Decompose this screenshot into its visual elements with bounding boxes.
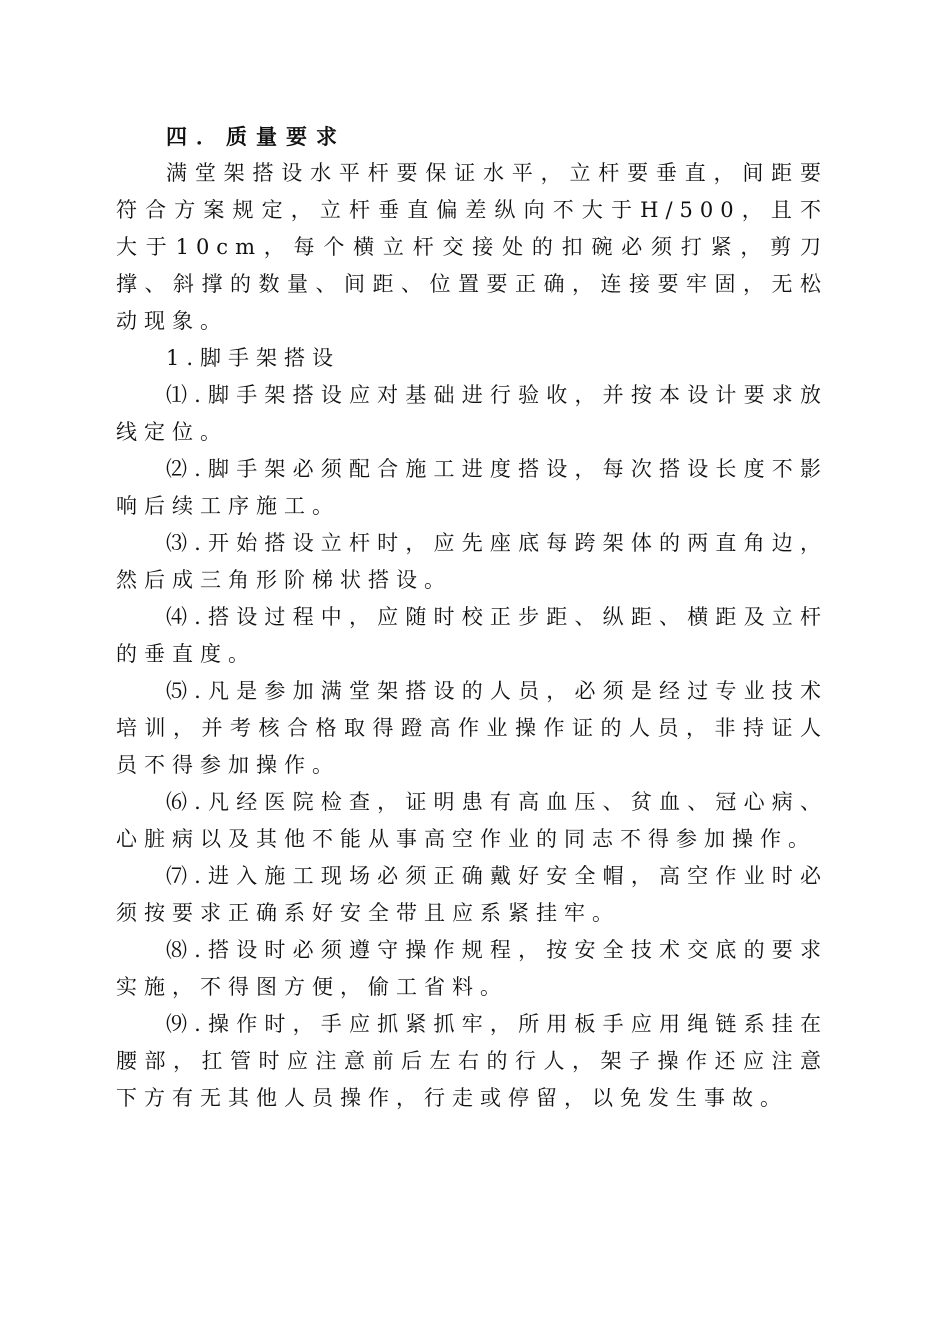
- intro-paragraph: 满堂架搭设水平杆要保证水平，立杆要垂直，间距要符合方案规定，立杆垂直偏差纵向不大于H/500，且不大于10cm，每个横立杆交接处的扣碗必须打紧，剪刀撑、斜撑的数量、间距、位置要正确，连接要牢固，无松动现象。: [116, 161, 828, 333]
- list-item: ⑶.开始搭设立杆时，应先座底每跨架体的两直角边，然后成三角形阶梯状搭设。: [116, 531, 828, 592]
- subsection-heading: 1.脚手架搭设: [166, 346, 341, 370]
- list-item: ⑹.凡经医院检查，证明患有高血压、贫血、冠心病、心脏病以及其他不能从事高空作业的同志不得参加操作。: [116, 790, 828, 851]
- list-item: ⑷.搭设过程中，应随时校正步距、纵距、横距及立杆的垂直度。: [116, 605, 828, 666]
- document-body: [116, 118, 828, 1117]
- list-item: ⑻.搭设时必须遵守操作规程，按安全技术交底的要求实施，不得图方便，偷工省料。: [116, 938, 828, 999]
- list-item: ⑴.脚手架搭设应对基础进行验收，并按本设计要求放线定位。: [116, 383, 828, 444]
- list-item: ⑸.凡是参加满堂架搭设的人员，必须是经过专业技术培训，并考核合格取得蹬高作业操作证的人员，非持证人员不得参加操作。: [116, 679, 828, 777]
- section-heading: 四．质量要求: [166, 124, 346, 149]
- list-item: ⑺.进入施工现场必须正确戴好安全帽，高空作业时必须按要求正确系好安全带且应系紧挂牢。: [116, 864, 828, 925]
- list-item: ⑵.脚手架必须配合施工进度搭设，每次搭设长度不影响后续工序施工。: [116, 457, 828, 518]
- list-item: ⑼.操作时，手应抓紧抓牢，所用板手应用绳链系挂在腰部，扛管时应注意前后左右的行人，架子操作还应注意下方有无其他人员操作，行走或停留，以免发生事故。: [116, 1012, 828, 1110]
